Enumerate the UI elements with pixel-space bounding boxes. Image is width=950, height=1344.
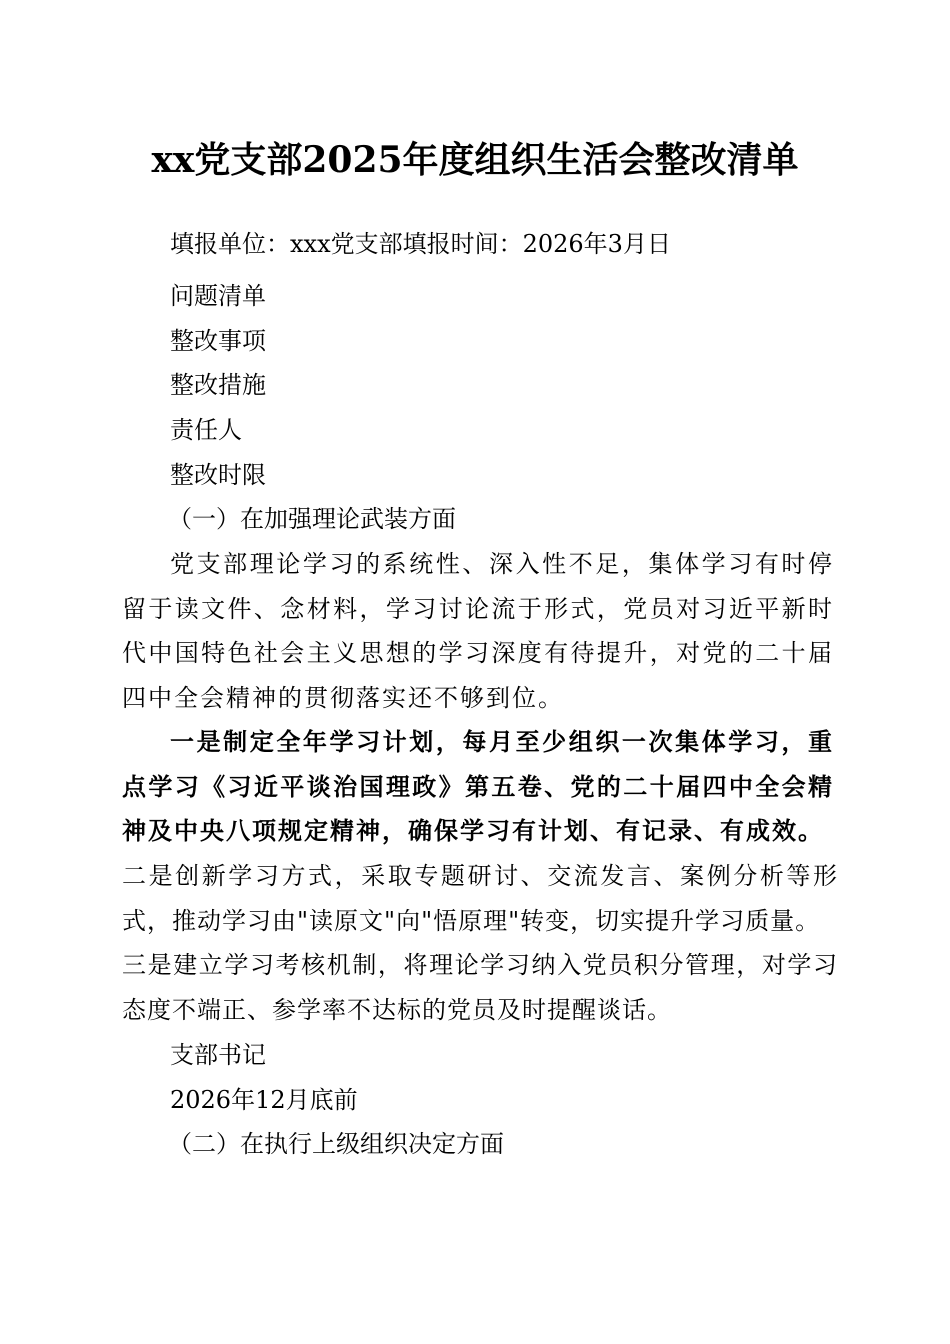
section1-measure-3: 三是建立学习考核机制，将理论学习纳入党员积分管理，对学习态度不端正、参学率不达标的党员及时提醒谈话。 xyxy=(122,951,838,1024)
document-title: xx党支部2025年度组织生活会整改清单 xyxy=(151,139,799,181)
heading-problem-list: 问题清单 xyxy=(170,282,266,310)
section1-measure-2: 二是创新学习方式，采取专题研讨、交流发言、案例分析等形式，推动学习由"读原文"向"悟原理"转变，切实提升学习质量。 xyxy=(122,862,838,935)
heading-rectify-item: 整改事项 xyxy=(170,327,266,355)
heading-responsible: 责任人 xyxy=(170,416,242,444)
section2-heading: （二）在执行上级组织决定方面 xyxy=(168,1130,504,1158)
heading-deadline: 整改时限 xyxy=(170,461,266,489)
section1-heading: （一）在加强理论武装方面 xyxy=(168,505,456,533)
heading-rectify-measures: 整改措施 xyxy=(170,371,266,399)
section1-deadline: 2026年12月底前 xyxy=(170,1086,358,1114)
header-line: 填报单位：xxx党支部填报时间：2026年3月日 xyxy=(170,230,671,258)
section1-problem: 党支部理论学习的系统性、深入性不足，集体学习有时停留于读文件、念材料，学习讨论流于形式，党员对习近平新时代中国特色社会主义思想的学习深度有待提升，对党的二十届四中全会精神的贯彻落实还不够到位。 xyxy=(122,550,834,712)
section1-measure-1: 一是制定全年学习计划，每月至少组织一次集体学习，重点学习《习近平谈治国理政》第五卷、党的二十届四中全会精神及中央八项规定精神，确保学习有计划、有记录、有成效。 xyxy=(122,727,834,846)
section1-responsible: 支部书记 xyxy=(170,1041,266,1069)
